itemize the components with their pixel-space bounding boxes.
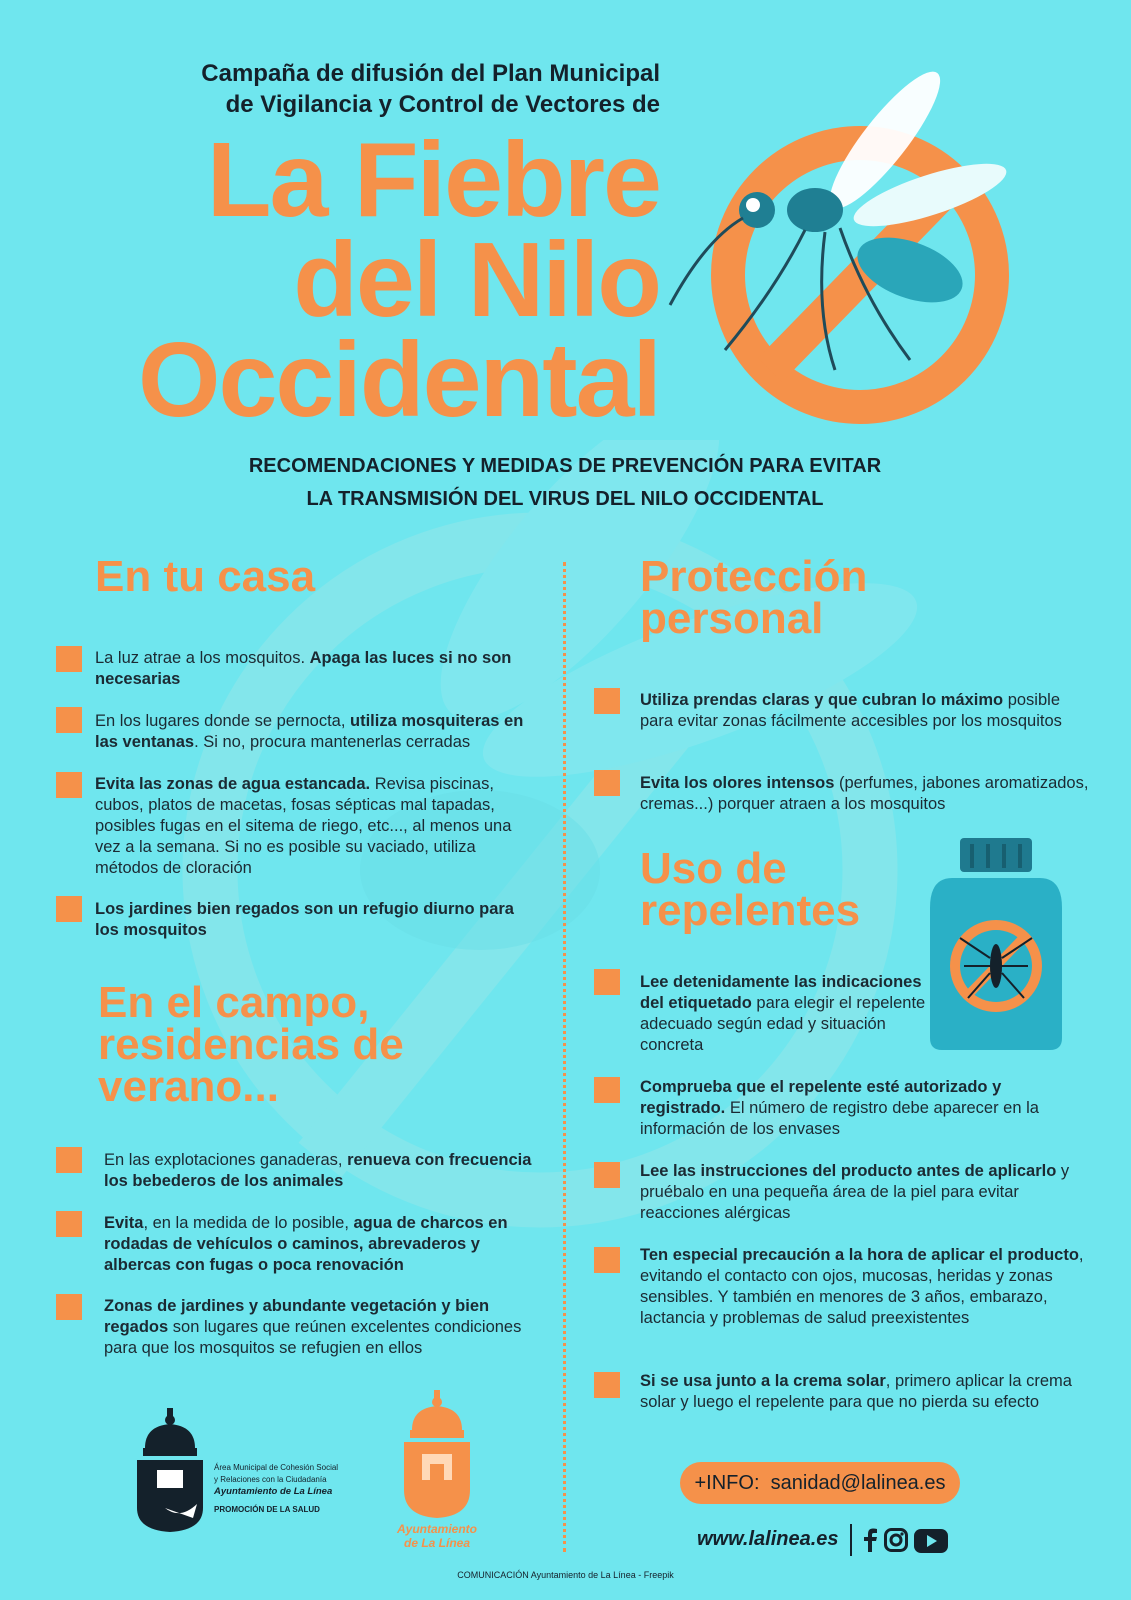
info-label: +INFO: xyxy=(694,1472,760,1494)
proteccion-title-line-2: personal xyxy=(640,594,824,643)
repelentes-item-2-text: El número de registro debe aparecer en la información de los envases xyxy=(640,1099,1039,1138)
mosquito-prohibited-icon xyxy=(665,60,1025,430)
bullet-square xyxy=(594,1077,620,1103)
bullet-square xyxy=(594,770,620,796)
repelentes-item-3-bold: Lee las instrucciones del producto antes de aplicarlo xyxy=(640,1162,1057,1180)
repellent-bottle-icon xyxy=(930,838,1062,1050)
logo1-line-2: y Relaciones con la Ciudadanía xyxy=(214,1475,327,1484)
crown-crest-logo xyxy=(135,1408,205,1533)
casa-item-1-bold: Apaga las luces si no son necesarias xyxy=(95,649,512,688)
main-title xyxy=(90,121,660,439)
repelentes-item-5-text: , primero aplicar la crema solar y luego el repelente para que no pierda su efecto xyxy=(640,1372,1072,1411)
campo-item-3 xyxy=(104,1296,534,1359)
repelentes-item-4-bold: Ten especial precaución a la hora de aplicar el producto xyxy=(640,1246,1079,1264)
bullet-square xyxy=(594,1247,620,1273)
instagram-icon[interactable] xyxy=(884,1528,908,1552)
subtitle-line-2: de Vigilancia y Control de Vectores de xyxy=(225,91,660,118)
campo-item-2-bold: Evita xyxy=(104,1214,144,1232)
proteccion-title-line-1: Protección xyxy=(640,552,868,601)
campaign-subtitle xyxy=(100,58,660,120)
casa-item-2-text: En los lugares donde se pernocta, xyxy=(95,712,351,730)
bullet-square xyxy=(56,1147,82,1173)
casa-item-1-text: La luz atrae a los mosquitos. xyxy=(95,649,310,667)
campo-title-line-2: residencias de xyxy=(98,1020,404,1069)
proteccion-item-2-text: (perfumes, jabones aromatizados, cremas...) porquer atraen a los mosquitos xyxy=(640,774,1089,813)
info-email-link[interactable]: sanidad@lalinea.es xyxy=(770,1472,946,1494)
bullet-square xyxy=(594,688,620,714)
ayuntamiento-crest-logo xyxy=(402,1390,472,1520)
casa-item-3-bold: Evita las zonas de agua estancada. xyxy=(95,775,371,793)
title-line-3: Occidental xyxy=(138,321,660,439)
column-divider xyxy=(563,562,566,1552)
campo-item-1-bold: renueva con frecuencia los bebederos de los animales xyxy=(104,1151,532,1190)
website-link[interactable]: www.lalinea.es xyxy=(697,1528,839,1550)
bullet-square xyxy=(56,772,82,798)
bullet-square xyxy=(56,707,82,733)
logo2-line-2: de La Línea xyxy=(403,1536,471,1550)
campo-title-line-3: verano... xyxy=(98,1062,279,1111)
repelentes-item-1-text: para elegir el repelente adecuado según edad y situación concreta xyxy=(640,994,926,1054)
social-divider xyxy=(850,1524,852,1556)
reco-line-1: RECOMENDACIONES Y MEDIDAS DE PREVENCIÓN PARA EVITAR xyxy=(248,455,882,477)
proteccion-item-2 xyxy=(640,773,1095,815)
repelentes-item-5-bold: Si se usa junto a la crema solar xyxy=(640,1372,886,1390)
repelentes-item-2 xyxy=(640,1077,1090,1140)
repelentes-item-1 xyxy=(640,972,930,1056)
campo-item-2-text: , en la medida de lo posible, xyxy=(143,1214,354,1232)
youtube-icon[interactable] xyxy=(914,1529,948,1553)
casa-item-3-text-end: Revisa piscinas, cubos, platos de macetas, fosas sépticas mal tapadas, posibles fugas en el sitema de riego, etc..., al menos una vez a la semana. Si no es posible su vaciado, utiliza métodos de cloración xyxy=(95,775,512,877)
repelentes-title-line-1: Uso de xyxy=(640,844,787,893)
bullet-square xyxy=(594,969,620,995)
campo-item-1-text: En las explotaciones ganaderas, xyxy=(104,1151,348,1169)
proteccion-item-2-bold: Evita los olores intensos xyxy=(640,774,835,792)
campo-item-3-text: son lugares que reúnen excelentes condiciones para que los mosquitos se refugien en ellos xyxy=(104,1318,522,1357)
logo1-name: Ayuntamiento de La Línea xyxy=(214,1486,333,1497)
casa-item-4 xyxy=(95,899,540,941)
ayuntamiento-logo-text xyxy=(378,1522,496,1550)
logo2-line-1: Ayuntamiento xyxy=(396,1522,477,1536)
repelentes-title-line-2: repelentes xyxy=(640,886,861,935)
facebook-icon[interactable] xyxy=(862,1528,878,1552)
campo-item-2-bold-2: agua de charcos en rodadas de vehículos o caminos, abrevaderos y albercas con fugas o poca renovación xyxy=(104,1214,508,1274)
campo-title-line-1: En el campo, xyxy=(98,978,370,1027)
casa-item-2-text-end: . Si no, procura mantenerlas cerradas xyxy=(194,733,471,751)
repelentes-item-2-bold: Comprueba que el repelente esté autorizado y registrado. xyxy=(640,1078,1002,1117)
proteccion-item-1-bold: Utiliza prendas claras y que cubran lo máximo xyxy=(640,691,1004,709)
repelentes-item-3-text: y pruébalo en una pequeña área de la piel para evitar reacciones alérgicas xyxy=(640,1162,1070,1222)
title-line-2: del Nilo xyxy=(293,221,660,339)
bullet-square xyxy=(56,1294,82,1320)
casa-item-3 xyxy=(95,774,540,879)
proteccion-item-1-text: posible para evitar zonas fácilmente accesibles por los mosquitos xyxy=(640,691,1062,730)
campo-item-2 xyxy=(104,1213,534,1276)
proteccion-item-1 xyxy=(640,690,1090,732)
info-email-badge[interactable] xyxy=(680,1462,960,1504)
casa-item-2 xyxy=(95,711,540,753)
campo-item-1 xyxy=(104,1150,534,1192)
casa-item-1 xyxy=(95,648,535,690)
bullet-square xyxy=(594,1162,620,1188)
bullet-square xyxy=(56,1211,82,1237)
logo-area-text xyxy=(214,1462,374,1516)
repelentes-item-1-bold: Lee detenidamente las indicaciones del etiquetado xyxy=(640,973,922,1012)
section-title-casa: En tu casa xyxy=(95,552,316,601)
logo1-promo: PROMOCIÓN DE LA SALUD xyxy=(214,1505,320,1514)
repelentes-item-3 xyxy=(640,1161,1090,1224)
repelentes-item-5 xyxy=(640,1371,1090,1413)
casa-item-2-bold: utiliza mosquiteras en las ventanas xyxy=(95,712,524,751)
campo-item-3-bold: Zonas de jardines y abundante vegetación y bien regados xyxy=(104,1297,490,1336)
repelentes-item-4 xyxy=(640,1245,1090,1329)
casa-item-4-bold: Los jardines bien regados son un refugio diurno para los mosquitos xyxy=(95,900,514,939)
section-title-repelentes xyxy=(640,844,861,935)
bullet-square xyxy=(56,646,82,672)
recommendations-heading xyxy=(170,450,960,516)
section-title-proteccion xyxy=(640,552,868,643)
bullet-square xyxy=(56,896,82,922)
subtitle-line-1: Campaña de difusión del Plan Municipal xyxy=(201,60,660,87)
section-title-campo xyxy=(98,978,404,1111)
title-line-1: La Fiebre xyxy=(206,121,660,239)
bullet-square xyxy=(594,1372,620,1398)
logo1-line-1: Área Municipal de Cohesión Social xyxy=(214,1463,339,1472)
credit-line: COMUNICACIÓN Ayuntamiento de La Línea - Freepik xyxy=(457,1570,674,1580)
repelentes-item-4-text: , evitando el contacto con ojos, mucosas, heridas y zonas sensibles. Y también en menores de 3 años, embarazo, lactancia y problemas de salud preexistentes xyxy=(640,1246,1084,1327)
reco-line-2: LA TRANSMISIÓN DEL VIRUS DEL NILO OCCIDENTAL xyxy=(306,488,824,510)
